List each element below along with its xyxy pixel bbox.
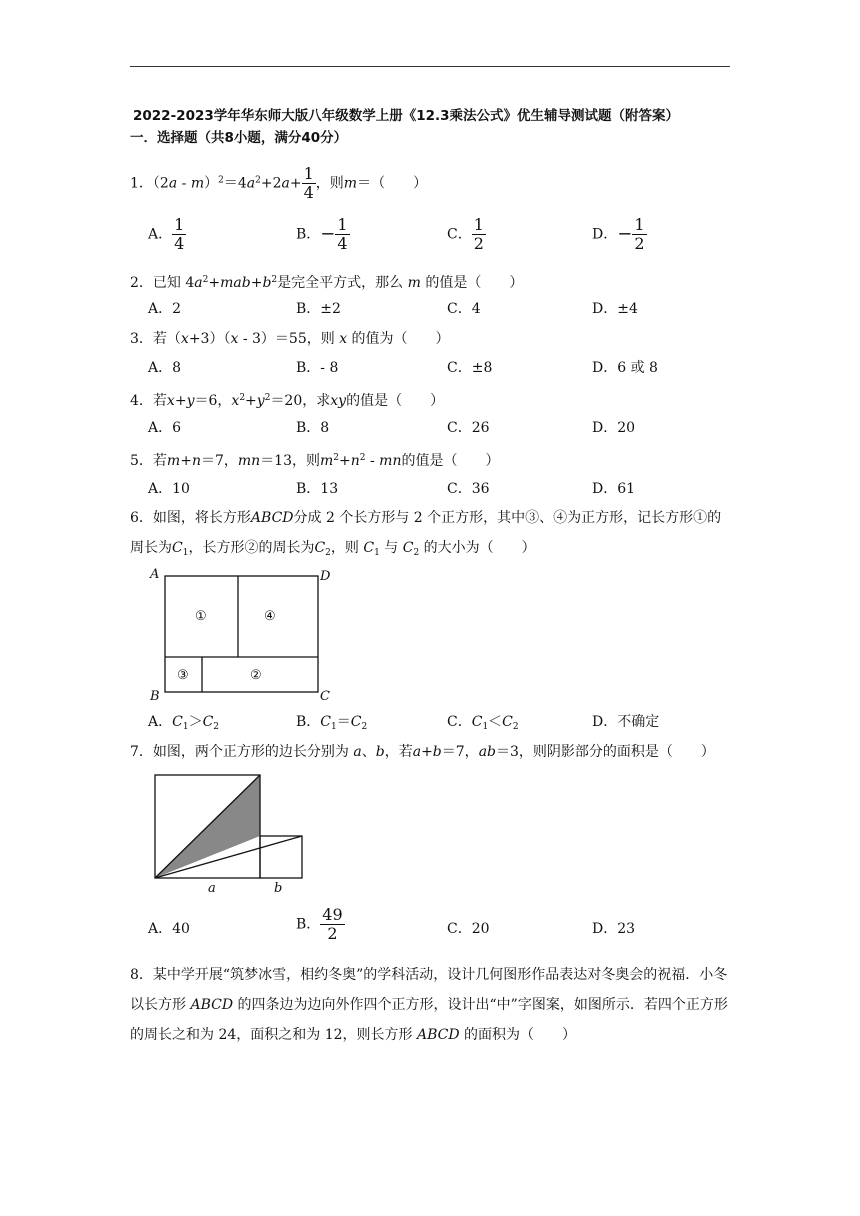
region-label-3: ③ bbox=[177, 668, 189, 683]
side-label-a: a bbox=[208, 881, 216, 896]
region-label-4: ④ bbox=[264, 609, 276, 624]
option-a[interactable]: A．8 bbox=[148, 360, 182, 376]
vertex-label-c: C bbox=[320, 689, 330, 704]
question-2: 2．已知 $4a^2+mab+b^2$是完全平方式，那么 m 的值是（ ） bbox=[130, 275, 524, 291]
option-c[interactable]: C．$C_1<C_2$ bbox=[447, 714, 519, 732]
option-d[interactable]: D．61 bbox=[592, 481, 636, 497]
option-a[interactable]: A．$C_1>C_2$ bbox=[148, 714, 220, 732]
question-7: 7．如图，两个正方形的边长分别为 a、b，若a+b＝7，ab＝3，则阴影部分的面积是（ ） bbox=[130, 744, 715, 760]
vertex-label-d: D bbox=[320, 569, 331, 584]
option-a[interactable]: A． $\frac{1}{4}$ bbox=[148, 215, 185, 253]
section-heading: 一．选择题（共8小题，满分40分） bbox=[130, 130, 348, 146]
fraction: $\frac{1}{4}$ bbox=[174, 215, 185, 253]
option-b[interactable]: B． $\frac{49}{2}$ bbox=[296, 905, 343, 943]
option-d[interactable]: D．±4 bbox=[592, 301, 638, 317]
option-a[interactable]: A．40 bbox=[148, 921, 190, 937]
question-6: 6．如图，将长方形ABCD分成 2 个长方形与 2 个正方形，其中③、④为正方形，记长方形①的周长为$C_1$，长方形②的周长为$C_2$，则 $C_1$ 与 $C_2$ 的大小为（ ） bbox=[130, 510, 722, 558]
option-c[interactable]: C．20 bbox=[447, 921, 490, 937]
fraction: $\frac{1}{2}$ bbox=[634, 215, 645, 253]
option-b[interactable]: B．- 8 bbox=[296, 360, 339, 376]
option-c[interactable]: C． $\frac{1}{2}$ bbox=[447, 215, 484, 253]
header-rule bbox=[130, 66, 730, 67]
option-a[interactable]: A．6 bbox=[148, 420, 182, 436]
question-3: 3．若（x+3）（x - 3）＝55，则 x 的值为（ ） bbox=[130, 331, 450, 347]
option-b[interactable]: B．8 bbox=[296, 420, 330, 436]
question-8: 8．某中学开展“筑梦冰雪，相约冬奥”的学科活动，设计几何图形作品表达对冬奥会的祝福．小冬以长方形 ABCD 的四条边为边向外作四个正方形，设计出“中”字图案，如图所示．若四个正方形的周长之和为 24，面积之和为 12，则长方形 ABCD 的面积为（ ） bbox=[130, 967, 728, 1043]
option-d[interactable]: D．20 bbox=[592, 420, 636, 436]
option-c[interactable]: C．36 bbox=[447, 481, 490, 497]
fraction: $\frac{1}{2}$ bbox=[473, 215, 484, 253]
option-b[interactable]: B．±2 bbox=[296, 301, 341, 317]
option-b[interactable]: B．13 bbox=[296, 481, 339, 497]
region-label-1: ① bbox=[195, 609, 207, 624]
option-b[interactable]: B．− $\frac{1}{4}$ bbox=[296, 215, 348, 253]
side-label-b: b bbox=[274, 881, 283, 896]
fraction: $\frac{1}{4}$ bbox=[337, 215, 348, 253]
vertex-label-b: B bbox=[150, 689, 160, 704]
question-1: 1．$(2a - m)^2=4a^2+2a+$ $\frac{1}{4}$ ，则m＝（ ） bbox=[130, 164, 428, 202]
option-c[interactable]: C．26 bbox=[447, 420, 490, 436]
option-d[interactable]: D．23 bbox=[592, 921, 636, 937]
fraction: $\frac{1}{4}$ bbox=[303, 164, 314, 202]
question-4: 4．若x+y＝6，$x^2+y^2=20$，求xy的值是（ ） bbox=[130, 393, 445, 409]
vertex-label-a: A bbox=[150, 567, 160, 582]
page-title: 2022-2023学年华东师大版八年级数学上册《12.3乘法公式》优生辅导测试题（附答案） bbox=[133, 108, 680, 124]
region-label-2: ② bbox=[250, 668, 262, 683]
option-d[interactable]: D．6 或 8 bbox=[592, 360, 658, 376]
figure-6-rectangle-diagram bbox=[140, 562, 340, 707]
option-c[interactable]: C．4 bbox=[447, 301, 481, 317]
option-d[interactable]: D．不确定 bbox=[592, 714, 660, 730]
option-a[interactable]: A．2 bbox=[148, 301, 182, 317]
shaded-region bbox=[155, 775, 302, 878]
option-c[interactable]: C．±8 bbox=[447, 360, 493, 376]
fraction: $\frac{49}{2}$ bbox=[322, 905, 343, 943]
option-a[interactable]: A．10 bbox=[148, 481, 190, 497]
option-b[interactable]: B．$C_1=C_2$ bbox=[296, 714, 368, 732]
option-d[interactable]: D．− $\frac{1}{2}$ bbox=[592, 215, 645, 253]
figure-7-squares-diagram bbox=[150, 770, 310, 895]
question-5: 5．若m+n＝7，mn＝13，则$m^2+n^2$ - mn的值是（ ） bbox=[130, 453, 500, 469]
